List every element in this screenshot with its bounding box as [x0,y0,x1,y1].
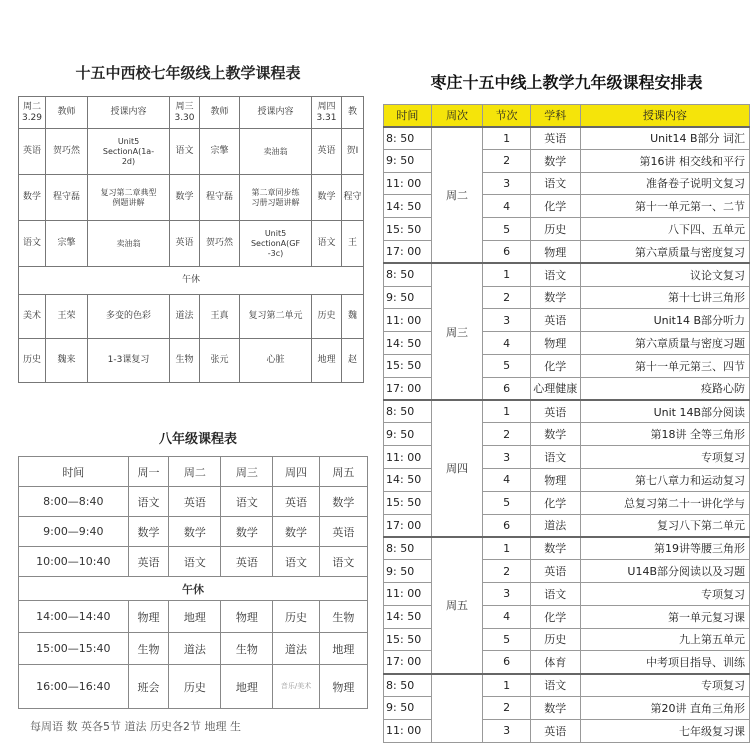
grade7-cell: 英语 [19,129,46,175]
grade7-cell: 张元 [200,339,240,383]
grade8-cell: 数学 [169,517,221,547]
grade9-subject-cell: 语文 [530,263,580,286]
grade7-cell: 卖油翁 [240,129,312,175]
grade8-cell: 道法 [273,633,319,665]
grade7-cell: 赵 [342,339,364,383]
grade9-subject-cell: 英语 [530,560,580,583]
grade9-time-cell: 9: 50 [384,149,432,172]
grade8-cell: 生物 [128,633,169,665]
grade8-cell: 地理 [169,601,221,633]
grade9-period-cell: 2 [483,696,531,719]
grade7-header-cell: 周四 3.31 [312,97,342,129]
grade7-row [19,129,364,175]
grade9-day-label: 周三 [431,263,482,400]
grade7-cell: 贺巧然 [200,221,240,267]
grade9-row [384,263,750,286]
grade9-period-cell: 2 [483,149,531,172]
grade7-header-cell: 教师 [200,97,240,129]
grade9-content-cell: 准备卷子说明文复习 [580,172,749,195]
grade9-period-cell: 3 [483,582,531,605]
grade7-cell: 语文 [312,221,342,267]
grade9-time-cell: 17: 00 [384,514,432,537]
grade9-period-cell: 3 [483,446,531,469]
grade9-content-cell: 第20讲 直角三角形 [580,696,749,719]
grade9-subject-cell: 英语 [530,719,580,742]
grade8-cell: 英语 [221,547,273,577]
grade9-period-cell: 1 [483,674,531,697]
grade8-cell: 数学 [319,487,367,517]
grade9-subject-cell: 物理 [530,240,580,263]
grade9-subject-cell: 物理 [530,468,580,491]
grade7-cell: 宗擎 [200,129,240,175]
grade7-header-row [19,97,364,129]
grade9-time-cell: 15: 50 [384,628,432,651]
grade9-content-cell: 七年级复习课 [580,719,749,742]
grade7-cell: 程守磊 [200,175,240,221]
grade9-period-cell: 6 [483,514,531,537]
grade8-cell: 物理 [319,665,367,709]
grade7-header-cell: 教师 [46,97,88,129]
grade8-cell: 英语 [319,517,367,547]
grade9-content-cell: 第六章质量与密度习题 [580,332,749,355]
grade8-header-cell: 周五 [319,457,367,487]
grade9-period-cell: 4 [483,605,531,628]
grade9-period-cell: 3 [483,719,531,742]
grade7-cell: 1-3课复习 [88,339,170,383]
grade8-cell: 英语 [273,487,319,517]
grade9-subject-cell: 数学 [530,286,580,309]
grade9-period-cell: 6 [483,377,531,400]
grade7-cell: 语文 [19,221,46,267]
grade9-content-cell: 第一单元复习课 [580,605,749,628]
grade8-cell: 历史 [273,601,319,633]
grade9-subject-cell: 数学 [530,537,580,560]
grade9-content-cell: 复习八下第二单元 [580,514,749,537]
grade8-header-cell: 周四 [273,457,319,487]
grade7-cell: 英语 [170,221,200,267]
grade9-period-cell: 2 [483,560,531,583]
grade9-day-label: 周二 [431,127,482,264]
grade7-break-label: 午休 [19,267,364,295]
grade9-row [384,400,750,423]
grade8-cell: 数学 [221,517,273,547]
grade7-header-cell: 周三 3.30 [170,97,200,129]
grade9-content-cell: 第十一单元第一、二节 [580,195,749,218]
grade9-content-cell: 第七八章力和运动复习 [580,468,749,491]
grade7-cell: 魏来 [46,339,88,383]
grade8-row [19,547,368,577]
grade9-subject-cell: 数学 [530,696,580,719]
grade9-time-cell: 11: 00 [384,309,432,332]
grade9-subject-cell: 语文 [530,674,580,697]
grade8-row [19,487,368,517]
grade9-subject-cell: 化学 [530,491,580,514]
grade8-cell: 语文 [128,487,169,517]
grade9-time-cell: 9: 50 [384,560,432,583]
grade9-subject-cell: 体育 [530,651,580,674]
grade9-period-cell: 2 [483,423,531,446]
grade9-time-cell: 9: 50 [384,423,432,446]
grade9-table [383,104,750,743]
grade7-cell: Unit5 SectionA(1a- 2d) [88,129,170,175]
grade9-time-cell: 17: 00 [384,377,432,400]
grade9-header-cell: 授课内容 [580,105,749,127]
grade9-title: 枣庄十五中线上教学九年级课程安排表 [430,73,703,92]
grade7-cell: 数学 [19,175,46,221]
grade8-cell: 数学 [273,517,319,547]
grade9-time-cell: 8: 50 [384,537,432,560]
grade8-row [19,517,368,547]
grade9-time-cell: 17: 00 [384,240,432,263]
grade9-content-cell: 第十一单元第三、四节 [580,354,749,377]
grade9-subject-cell: 语文 [530,446,580,469]
grade7-cell: 王荣 [46,295,88,339]
grade8-cell: 物理 [221,601,273,633]
grade8-cell: 生物 [319,601,367,633]
grade9-content-cell: 八下四、五单元 [580,218,749,241]
grade9-row [384,127,750,150]
grade7-row [19,295,364,339]
grade7-cell: 第二章同步练 习册习题讲解 [240,175,312,221]
grade8-cell: 14:00—14:40 [19,601,129,633]
grade9-content-cell: 中考项目指导、训练 [580,651,749,674]
grade9-period-cell: 5 [483,628,531,651]
grade9-period-cell: 1 [483,400,531,423]
grade8-break-label: 午休 [19,577,368,601]
grade9-time-cell: 11: 00 [384,719,432,742]
grade9-day-label: 周五 [431,537,482,674]
grade8-cell: 音乐/美术 [273,665,319,709]
grade7-cell: Unit5 SectionA(GF -3c) [240,221,312,267]
grade7-row [19,175,364,221]
grade7-break-row [19,267,364,295]
grade8-cell: 地理 [319,633,367,665]
grade8-cell: 英语 [169,487,221,517]
grade7-cell: 复习第二单元 [240,295,312,339]
grade9-time-cell: 11: 00 [384,582,432,605]
grade9-period-cell: 2 [483,286,531,309]
grade8-cell: 15:00—15:40 [19,633,129,665]
grade9-content-cell: 九上第五单元 [580,628,749,651]
grade8-cell: 物理 [128,601,169,633]
grade9-time-cell: 15: 50 [384,218,432,241]
grade9-subject-cell: 历史 [530,218,580,241]
grade8-row [19,633,368,665]
grade9-content-cell: Unit 14B部分阅读 [580,400,749,423]
grade9-content-cell: 总复习第二十一讲化学与 [580,491,749,514]
grade8-cell: 10:00—10:40 [19,547,129,577]
grade9-subject-cell: 化学 [530,354,580,377]
grade8-cell: 16:00—16:40 [19,665,129,709]
grade9-content-cell: 疫路心防 [580,377,749,400]
grade8-cell: 英语 [128,547,169,577]
grade7-cell: 道法 [170,295,200,339]
grade9-time-cell: 15: 50 [384,491,432,514]
grade8-row [19,601,368,633]
grade8-header-cell: 周一 [128,457,169,487]
grade8-cell: 语文 [221,487,273,517]
grade9-period-cell: 1 [483,263,531,286]
grade8-cell: 历史 [169,665,221,709]
grade9-subject-cell: 化学 [530,195,580,218]
grade9-subject-cell: 数学 [530,149,580,172]
grade9-time-cell: 14: 50 [384,468,432,491]
grade7-cell: 宗擎 [46,221,88,267]
grade7-cell: 贺I [342,129,364,175]
grade8-cell: 班会 [128,665,169,709]
grade7-header-cell: 授课内容 [88,97,170,129]
grade8-cell: 8:00—8:40 [19,487,129,517]
grade7-cell: 王 [342,221,364,267]
grade7-cell: 英语 [312,129,342,175]
grade7-cell: 卖油翁 [88,221,170,267]
grade9-content-cell: Unit14 B部分 词汇 [580,127,749,150]
grade7-cell: 程守 [342,175,364,221]
grade8-header-cell: 周二 [169,457,221,487]
grade9-period-cell: 3 [483,309,531,332]
grade7-cell: 语文 [170,129,200,175]
grade9-subject-cell: 物理 [530,332,580,355]
grade8-header-cell: 时间 [19,457,129,487]
grade9-content-cell: 第16讲 相交线和平行 [580,149,749,172]
grade9-time-cell: 8: 50 [384,400,432,423]
grade9-content-cell: 专项复习 [580,674,749,697]
grade8-footer-note: 每周语 数 英各5节 道法 历史各2节 地理 生 [30,720,241,733]
grade9-content-cell: 专项复习 [580,582,749,605]
grade8-cell: 生物 [221,633,273,665]
grade8-break-row [19,577,368,601]
grade9-time-cell: 8: 50 [384,674,432,697]
grade8-row [19,665,368,709]
grade9-subject-cell: 英语 [530,127,580,150]
grade8-cell: 语文 [319,547,367,577]
grade8-cell: 数学 [128,517,169,547]
grade7-cell: 魏 [342,295,364,339]
grade9-subject-cell: 化学 [530,605,580,628]
grade7-cell: 贺巧然 [46,129,88,175]
grade7-cell: 生物 [170,339,200,383]
grade7-header-cell: 授课内容 [240,97,312,129]
grade9-content-cell: 议论文复习 [580,263,749,286]
grade7-cell: 历史 [312,295,342,339]
grade7-cell: 历史 [19,339,46,383]
grade9-content-cell: 第六章质量与密度复习 [580,240,749,263]
grade9-time-cell: 14: 50 [384,605,432,628]
grade7-header-cell: 周二 3.29 [19,97,46,129]
grade9-header-cell: 时间 [384,105,432,127]
grade7-cell: 复习第二章典型 例题讲解 [88,175,170,221]
grade9-period-cell: 5 [483,218,531,241]
grade8-cell: 9:00—9:40 [19,517,129,547]
grade9-header-cell: 学科 [530,105,580,127]
grade9-time-cell: 14: 50 [384,332,432,355]
grade9-subject-cell: 英语 [530,309,580,332]
grade9-day-label: 周四 [431,400,482,537]
grade8-title: 八年级课程表 [158,432,237,447]
grade9-period-cell: 6 [483,240,531,263]
grade7-row [19,221,364,267]
grade8-cell: 语文 [273,547,319,577]
grade9-content-cell: 第18讲 全等三角形 [580,423,749,446]
grade7-table [18,96,364,383]
grade9-time-cell: 14: 50 [384,195,432,218]
grade7-cell: 数学 [312,175,342,221]
grade9-period-cell: 6 [483,651,531,674]
grade7-cell: 心脏 [240,339,312,383]
grade7-cell: 多变的色彩 [88,295,170,339]
grade9-period-cell: 3 [483,172,531,195]
grade9-header-cell: 节次 [483,105,531,127]
grade9-day-label [431,674,482,742]
grade7-row [19,339,364,383]
grade9-header-cell: 周次 [431,105,482,127]
grade9-schedule [383,58,750,750]
grade9-period-cell: 5 [483,354,531,377]
grade7-cell: 数学 [170,175,200,221]
grade9-time-cell: 11: 00 [384,446,432,469]
grade9-time-cell: 9: 50 [384,696,432,719]
grade8-header-cell: 周三 [221,457,273,487]
grade9-time-cell: 17: 00 [384,651,432,674]
grade9-content-cell: 第十七讲三角形 [580,286,749,309]
grade7-cell: 美术 [19,295,46,339]
grade8-cell: 地理 [221,665,273,709]
grade9-subject-cell: 心理健康 [530,377,580,400]
grade7-title: 十五中西校七年级线上教学课程表 [75,64,301,82]
grade9-subject-cell: 语文 [530,172,580,195]
grade8-header-row [19,457,368,487]
grade9-time-cell: 11: 00 [384,172,432,195]
grade9-content-cell: U14B部分阅读以及习题 [580,560,749,583]
grade7-cell: 程守磊 [46,175,88,221]
grade9-subject-cell: 道法 [530,514,580,537]
grade9-period-cell: 5 [483,491,531,514]
grade9-period-cell: 4 [483,195,531,218]
grade9-period-cell: 1 [483,537,531,560]
grade9-subject-cell: 语文 [530,582,580,605]
grade9-time-cell: 8: 50 [384,127,432,150]
grade9-period-cell: 4 [483,332,531,355]
grade9-subject-cell: 数学 [530,423,580,446]
grade7-cell: 王真 [200,295,240,339]
grade9-subject-cell: 英语 [530,400,580,423]
grade9-row [384,537,750,560]
grade9-row [384,674,750,697]
grade9-period-cell: 1 [483,127,531,150]
grade7-cell: 地理 [312,339,342,383]
grade7-header-cell: 教 [342,97,364,129]
grade9-subject-cell: 历史 [530,628,580,651]
grade9-time-cell: 8: 50 [384,263,432,286]
grade9-time-cell: 15: 50 [384,354,432,377]
grade9-content-cell: 第19讲等腰三角形 [580,537,749,560]
grade9-content-cell: Unit14 B部分听力 [580,309,749,332]
grade8-table [18,456,368,709]
grade9-time-cell: 9: 50 [384,286,432,309]
grade8-cell: 语文 [169,547,221,577]
grade9-header-row [384,105,750,127]
grade8-cell: 道法 [169,633,221,665]
grade9-period-cell: 4 [483,468,531,491]
grade9-content-cell: 专项复习 [580,446,749,469]
